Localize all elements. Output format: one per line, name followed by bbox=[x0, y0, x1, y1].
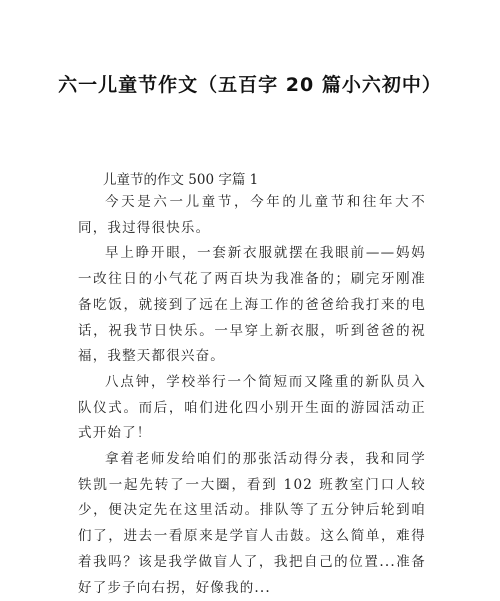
document-body bbox=[78, 190, 426, 601]
paragraph: 今天是六一儿童节，今年的儿童节和往年大不同，我过得很快乐。 bbox=[78, 194, 426, 236]
document-title: 六一儿童节作文（五百字 20 篇小六初中） bbox=[58, 74, 442, 96]
paragraph: 八点钟，学校举行一个简短而又隆重的新队员入队仪式。而后，咱们进化四小别开生面的游园活动正式开始了！ bbox=[78, 373, 426, 442]
section-heading: 儿童节的作文 500 字篇 1 bbox=[103, 172, 259, 188]
paragraph: 拿着老师发给咱们的那张活动得分表，我和同学铁凯一起先转了一大圈，看到 102 班教室门口人较少，便决定先在这里活动。排队等了五分钟后轮到咱们了，进去一看原来是学盲人击鼓。这么简单，难得着我吗？该是我学做盲人了，我把自己的位置...准备好了步子向右拐，好像我的... bbox=[78, 451, 426, 596]
paragraph: 早上睁开眼，一套新衣服就摆在我眼前——妈妈一改往日的小气花了两百块为我准备的；刷完牙刚准备吃饭，就接到了远在上海工作的爸爸给我打来的电话，祝我节日快乐。一早穿上新衣服，听到爸爸的祝福，我整天都很兴奋。 bbox=[78, 245, 426, 365]
